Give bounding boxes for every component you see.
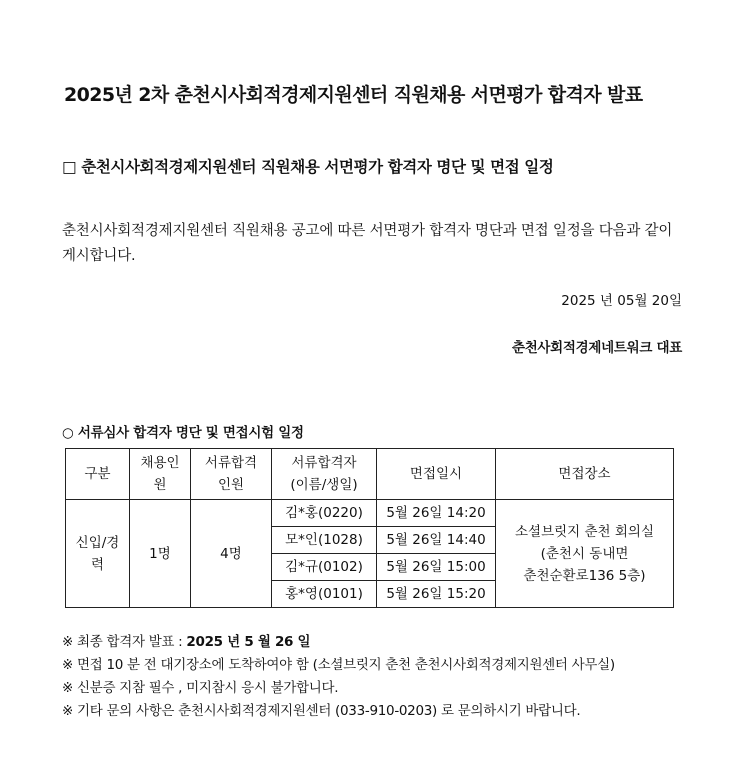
candidate-datetime: 5월 26일 15:20 xyxy=(377,581,496,608)
location-cell xyxy=(496,500,674,608)
header-candidates-label: 서류합격자(이름/생일) xyxy=(290,455,358,493)
candidate-name: 김*홍(0220) xyxy=(272,500,377,527)
candidate-datetime: 5월 26일 15:00 xyxy=(377,554,496,581)
header-location: 면접장소 xyxy=(496,449,674,500)
note-arrival: ※ 면접 10 분 전 대기장소에 도착하여야 함 (소셜브릿지 춘천 춘천시사회적경제지원센터 사무실) xyxy=(62,657,615,673)
candidate-datetime: 5월 26일 14:40 xyxy=(377,527,496,554)
hires-cell: 1명 xyxy=(130,500,191,608)
location-line: 소셜브릿지 춘천 회의실 xyxy=(515,523,654,540)
note-contact: ※ 기타 문의 사항은 춘천시사회적경제지원센터 (033-910-0203) 로 문의하시기 바랍니다. xyxy=(62,703,581,719)
note-id-required: ※ 신분증 지참 필수 , 미지참시 응시 불가합니다. xyxy=(62,680,339,696)
schedule-table xyxy=(65,448,674,608)
header-passed-count-label: 서류합격인원 xyxy=(204,455,258,493)
header-passed-count xyxy=(191,449,272,500)
announcement-date: 2025 년 05월 20일 xyxy=(561,293,682,309)
page-title: 2025년 2차 춘천시사회적경제지원센터 직원채용 서면평가 합격자 발표 xyxy=(64,84,643,106)
location-line: 춘천순환로136 5층) xyxy=(523,567,646,584)
note-final-date: 2025 년 5 월 26 일 xyxy=(186,634,311,650)
candidate-name: 모*인(1028) xyxy=(272,527,377,554)
section-heading: □ 춘천시사회적경제지원센터 직원채용 서면평가 합격자 명단 및 면접 일정 xyxy=(62,158,554,176)
candidate-name: 김*규(0102) xyxy=(272,554,377,581)
table-header-row xyxy=(66,449,674,500)
note-final-prefix: ※ 최종 합격자 발표 : xyxy=(62,634,187,650)
category-label: 신입/경력 xyxy=(75,534,120,573)
passed-count-cell: 4명 xyxy=(191,500,272,608)
intro-paragraph: 춘천시사회적경제지원센터 직원채용 공고에 따른 서면평가 합격자 명단과 면접 일정을 다음과 같이 게시합니다. xyxy=(62,223,673,264)
candidate-name: 홍*영(0101) xyxy=(272,581,377,608)
candidate-datetime: 5월 26일 14:20 xyxy=(377,500,496,527)
header-candidates xyxy=(272,449,377,500)
header-category: 구분 xyxy=(66,449,130,500)
note-final-announcement xyxy=(62,630,310,650)
table-row xyxy=(66,500,674,527)
header-hires-label: 채용인원 xyxy=(140,455,180,493)
organization-name: 춘천사회적경제네트워크 대표 xyxy=(511,340,682,356)
location-line: (춘천시 동내면 xyxy=(540,545,629,562)
header-datetime: 면접일시 xyxy=(377,449,496,500)
header-hires xyxy=(130,449,191,500)
table-heading: ○ 서류심사 합격자 명단 및 면접시험 일정 xyxy=(62,425,304,441)
category-cell xyxy=(66,500,130,608)
